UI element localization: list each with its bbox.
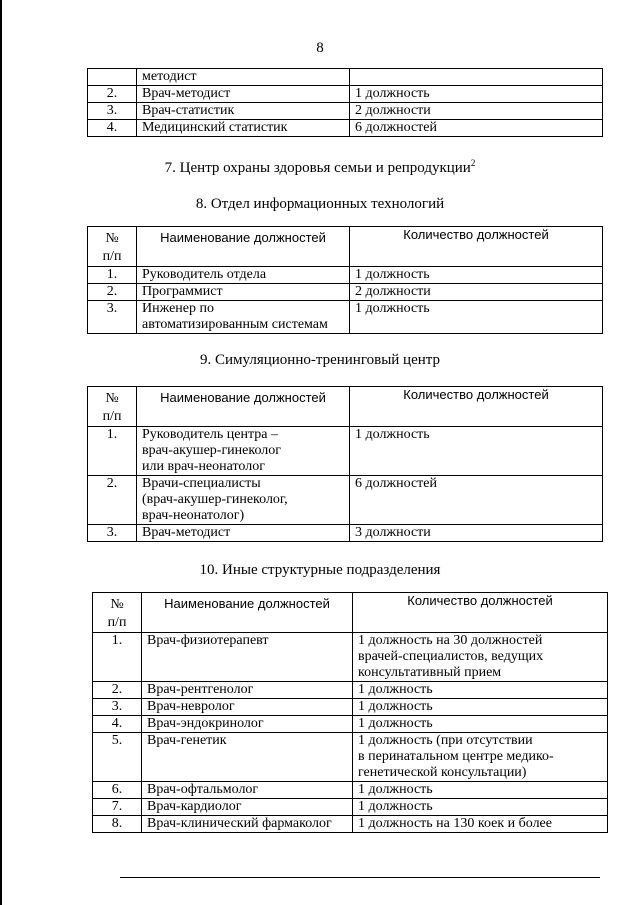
position-count xyxy=(353,782,608,799)
position-count xyxy=(350,525,603,542)
position-name xyxy=(137,476,350,525)
position-name xyxy=(137,86,350,103)
header-name: Наименование должностей xyxy=(142,593,353,633)
table-row xyxy=(88,267,603,284)
position-count xyxy=(353,716,608,733)
position-count-line: в перинатальном центре медико- xyxy=(358,749,554,764)
position-name-line: врач-неонатолог) xyxy=(142,508,245,523)
scan-edge xyxy=(0,0,2,905)
position-count-line: 1 должность xyxy=(358,782,433,797)
row-number: 1. xyxy=(88,427,137,476)
header-num: № п/п xyxy=(88,227,137,267)
position-name-line: Врач-генетик xyxy=(147,733,227,748)
table-row xyxy=(88,86,603,103)
position-count-line: 1 должность xyxy=(355,86,430,101)
position-name xyxy=(142,699,353,716)
position-name xyxy=(137,301,350,334)
position-name-line: методист xyxy=(142,69,197,84)
position-count xyxy=(350,120,603,137)
position-count-line: 6 должностей xyxy=(355,120,437,135)
position-count-line: 2 должности xyxy=(355,284,431,299)
position-name-line: или врач-неонатолог xyxy=(142,459,265,474)
position-name-line: Врач-невролог xyxy=(147,699,235,714)
position-count xyxy=(353,799,608,816)
position-name-line: Врач-эндокринолог xyxy=(147,716,264,731)
row-number: 2. xyxy=(88,476,137,525)
row-number: 4. xyxy=(93,716,142,733)
position-name-line: Врач-физиотерапевт xyxy=(147,633,269,648)
position-name xyxy=(137,284,350,301)
row-number: 7. xyxy=(93,799,142,816)
position-name xyxy=(142,733,353,782)
position-count xyxy=(350,476,603,525)
position-name-line: Врач-кардиолог xyxy=(147,799,242,814)
row-number: 1. xyxy=(88,267,137,284)
row-number: 5. xyxy=(93,733,142,782)
position-name xyxy=(137,427,350,476)
row-number: 2. xyxy=(88,284,137,301)
position-name-line: Врач-статистик xyxy=(142,103,235,118)
section-7-title-text: 7. Центр охраны здоровья семьи и репродукции xyxy=(164,160,471,176)
position-name-line: Руководитель центра – xyxy=(142,427,279,442)
row-number: 2. xyxy=(93,682,142,699)
table-simulation-center xyxy=(87,386,603,542)
row-number: 6. xyxy=(93,782,142,799)
table-row xyxy=(93,782,608,799)
position-name-line: Врач-методист xyxy=(142,86,231,101)
position-count xyxy=(353,682,608,699)
row-number: 1. xyxy=(93,633,142,682)
position-count-line: 1 должность xyxy=(358,799,433,814)
position-name-line: Врач-клинический фармаколог xyxy=(147,816,332,831)
position-count-line: 1 должность xyxy=(358,699,433,714)
position-count-line: 1 должность xyxy=(355,267,430,282)
row-number: 3. xyxy=(93,699,142,716)
position-count-line: 1 должность xyxy=(358,716,433,731)
section-8-title: 8. Отдел информационных технологий xyxy=(195,196,445,212)
position-name xyxy=(137,267,350,284)
row-number: 2. xyxy=(88,86,137,103)
position-name-line: врач-акушер-гинеколог xyxy=(142,443,282,458)
position-name-line: автоматизированным системам xyxy=(142,317,328,332)
section-9-title: 9. Симуляционно-тренинговый центр xyxy=(200,352,440,368)
position-count xyxy=(350,267,603,284)
header-num: № п/п xyxy=(88,387,137,427)
position-name-line: Врачи-специалисты xyxy=(142,476,261,491)
table-row xyxy=(88,120,603,137)
position-count xyxy=(350,103,603,120)
row-number: 4. xyxy=(88,120,137,137)
table-header-row xyxy=(93,593,608,633)
table-row xyxy=(88,103,603,120)
position-count-line: 1 должность на 30 должностей xyxy=(358,633,543,648)
row-number xyxy=(88,69,137,86)
section-7-title xyxy=(0,158,640,177)
table-row xyxy=(93,733,608,782)
position-count xyxy=(350,86,603,103)
position-count-line: 1 должность xyxy=(355,427,430,442)
table-row xyxy=(88,427,603,476)
position-count xyxy=(350,284,603,301)
row-number: 3. xyxy=(88,103,137,120)
position-name xyxy=(142,633,353,682)
position-count xyxy=(350,301,603,334)
position-count xyxy=(353,699,608,716)
position-count-line: 1 должность xyxy=(358,682,433,697)
table-header-row xyxy=(88,387,603,427)
position-count xyxy=(353,633,608,682)
position-name-line: Врач-методист xyxy=(142,525,231,540)
position-name xyxy=(142,716,353,733)
table-row xyxy=(88,476,603,525)
position-name xyxy=(142,816,353,833)
position-count xyxy=(350,69,603,86)
table-row xyxy=(88,284,603,301)
position-name xyxy=(137,120,350,137)
page-number: 8 xyxy=(316,40,324,56)
table-header-row xyxy=(88,227,603,267)
position-name-line: Врач-рентгенолог xyxy=(147,682,254,697)
bottom-rule xyxy=(120,877,600,878)
row-number: 3. xyxy=(88,301,137,334)
header-qty: Количество должностей xyxy=(350,387,603,427)
position-name xyxy=(142,782,353,799)
table-row xyxy=(93,716,608,733)
position-count xyxy=(353,733,608,782)
position-count-line: генетической консультации) xyxy=(358,765,527,780)
header-qty: Количество должностей xyxy=(350,227,603,267)
position-count-line: 1 должность xyxy=(355,301,430,316)
table-row xyxy=(93,816,608,833)
header-num: № п/п xyxy=(93,593,142,633)
position-count-line: 6 должностей xyxy=(355,476,437,491)
position-name-line: (врач-акушер-гинеколог, xyxy=(142,492,288,507)
position-count-line: 2 должности xyxy=(355,103,431,118)
table-it-department xyxy=(87,226,603,334)
position-count-line: врачей-специалистов, ведущих xyxy=(358,649,544,664)
table-row xyxy=(88,301,603,334)
position-name xyxy=(137,69,350,86)
position-name-line: Программист xyxy=(142,284,223,299)
position-name-line: Руководитель отдела xyxy=(142,267,267,282)
table-row xyxy=(93,682,608,699)
table-row xyxy=(93,799,608,816)
position-count xyxy=(353,816,608,833)
position-count xyxy=(350,427,603,476)
header-qty: Количество должностей xyxy=(353,593,608,633)
header-name: Наименование должностей xyxy=(137,227,350,267)
table-continuation xyxy=(87,68,603,137)
row-number: 3. xyxy=(88,525,137,542)
section-10-title: 10. Иные структурные подразделения xyxy=(199,562,441,578)
position-name-line: Медицинский статистик xyxy=(142,120,288,135)
table-other-units xyxy=(92,592,608,833)
position-name xyxy=(142,799,353,816)
table-row xyxy=(88,525,603,542)
table-row xyxy=(93,633,608,682)
position-name xyxy=(142,682,353,699)
header-name: Наименование должностей xyxy=(137,387,350,427)
table-row xyxy=(88,69,603,86)
position-name xyxy=(137,103,350,120)
position-name xyxy=(137,525,350,542)
footnote-marker: 2 xyxy=(470,158,476,168)
position-count-line: 1 должность на 130 коек и более xyxy=(358,816,552,831)
position-name-line: Врач-офтальмолог xyxy=(147,782,259,797)
table-row xyxy=(93,699,608,716)
row-number: 8. xyxy=(93,816,142,833)
position-name-line: Инженер по xyxy=(142,301,215,316)
position-count-line: консультативный прием xyxy=(358,665,502,680)
position-count-line: 1 должность (при отсутствии xyxy=(358,733,533,748)
position-count-line: 3 должности xyxy=(355,525,431,540)
